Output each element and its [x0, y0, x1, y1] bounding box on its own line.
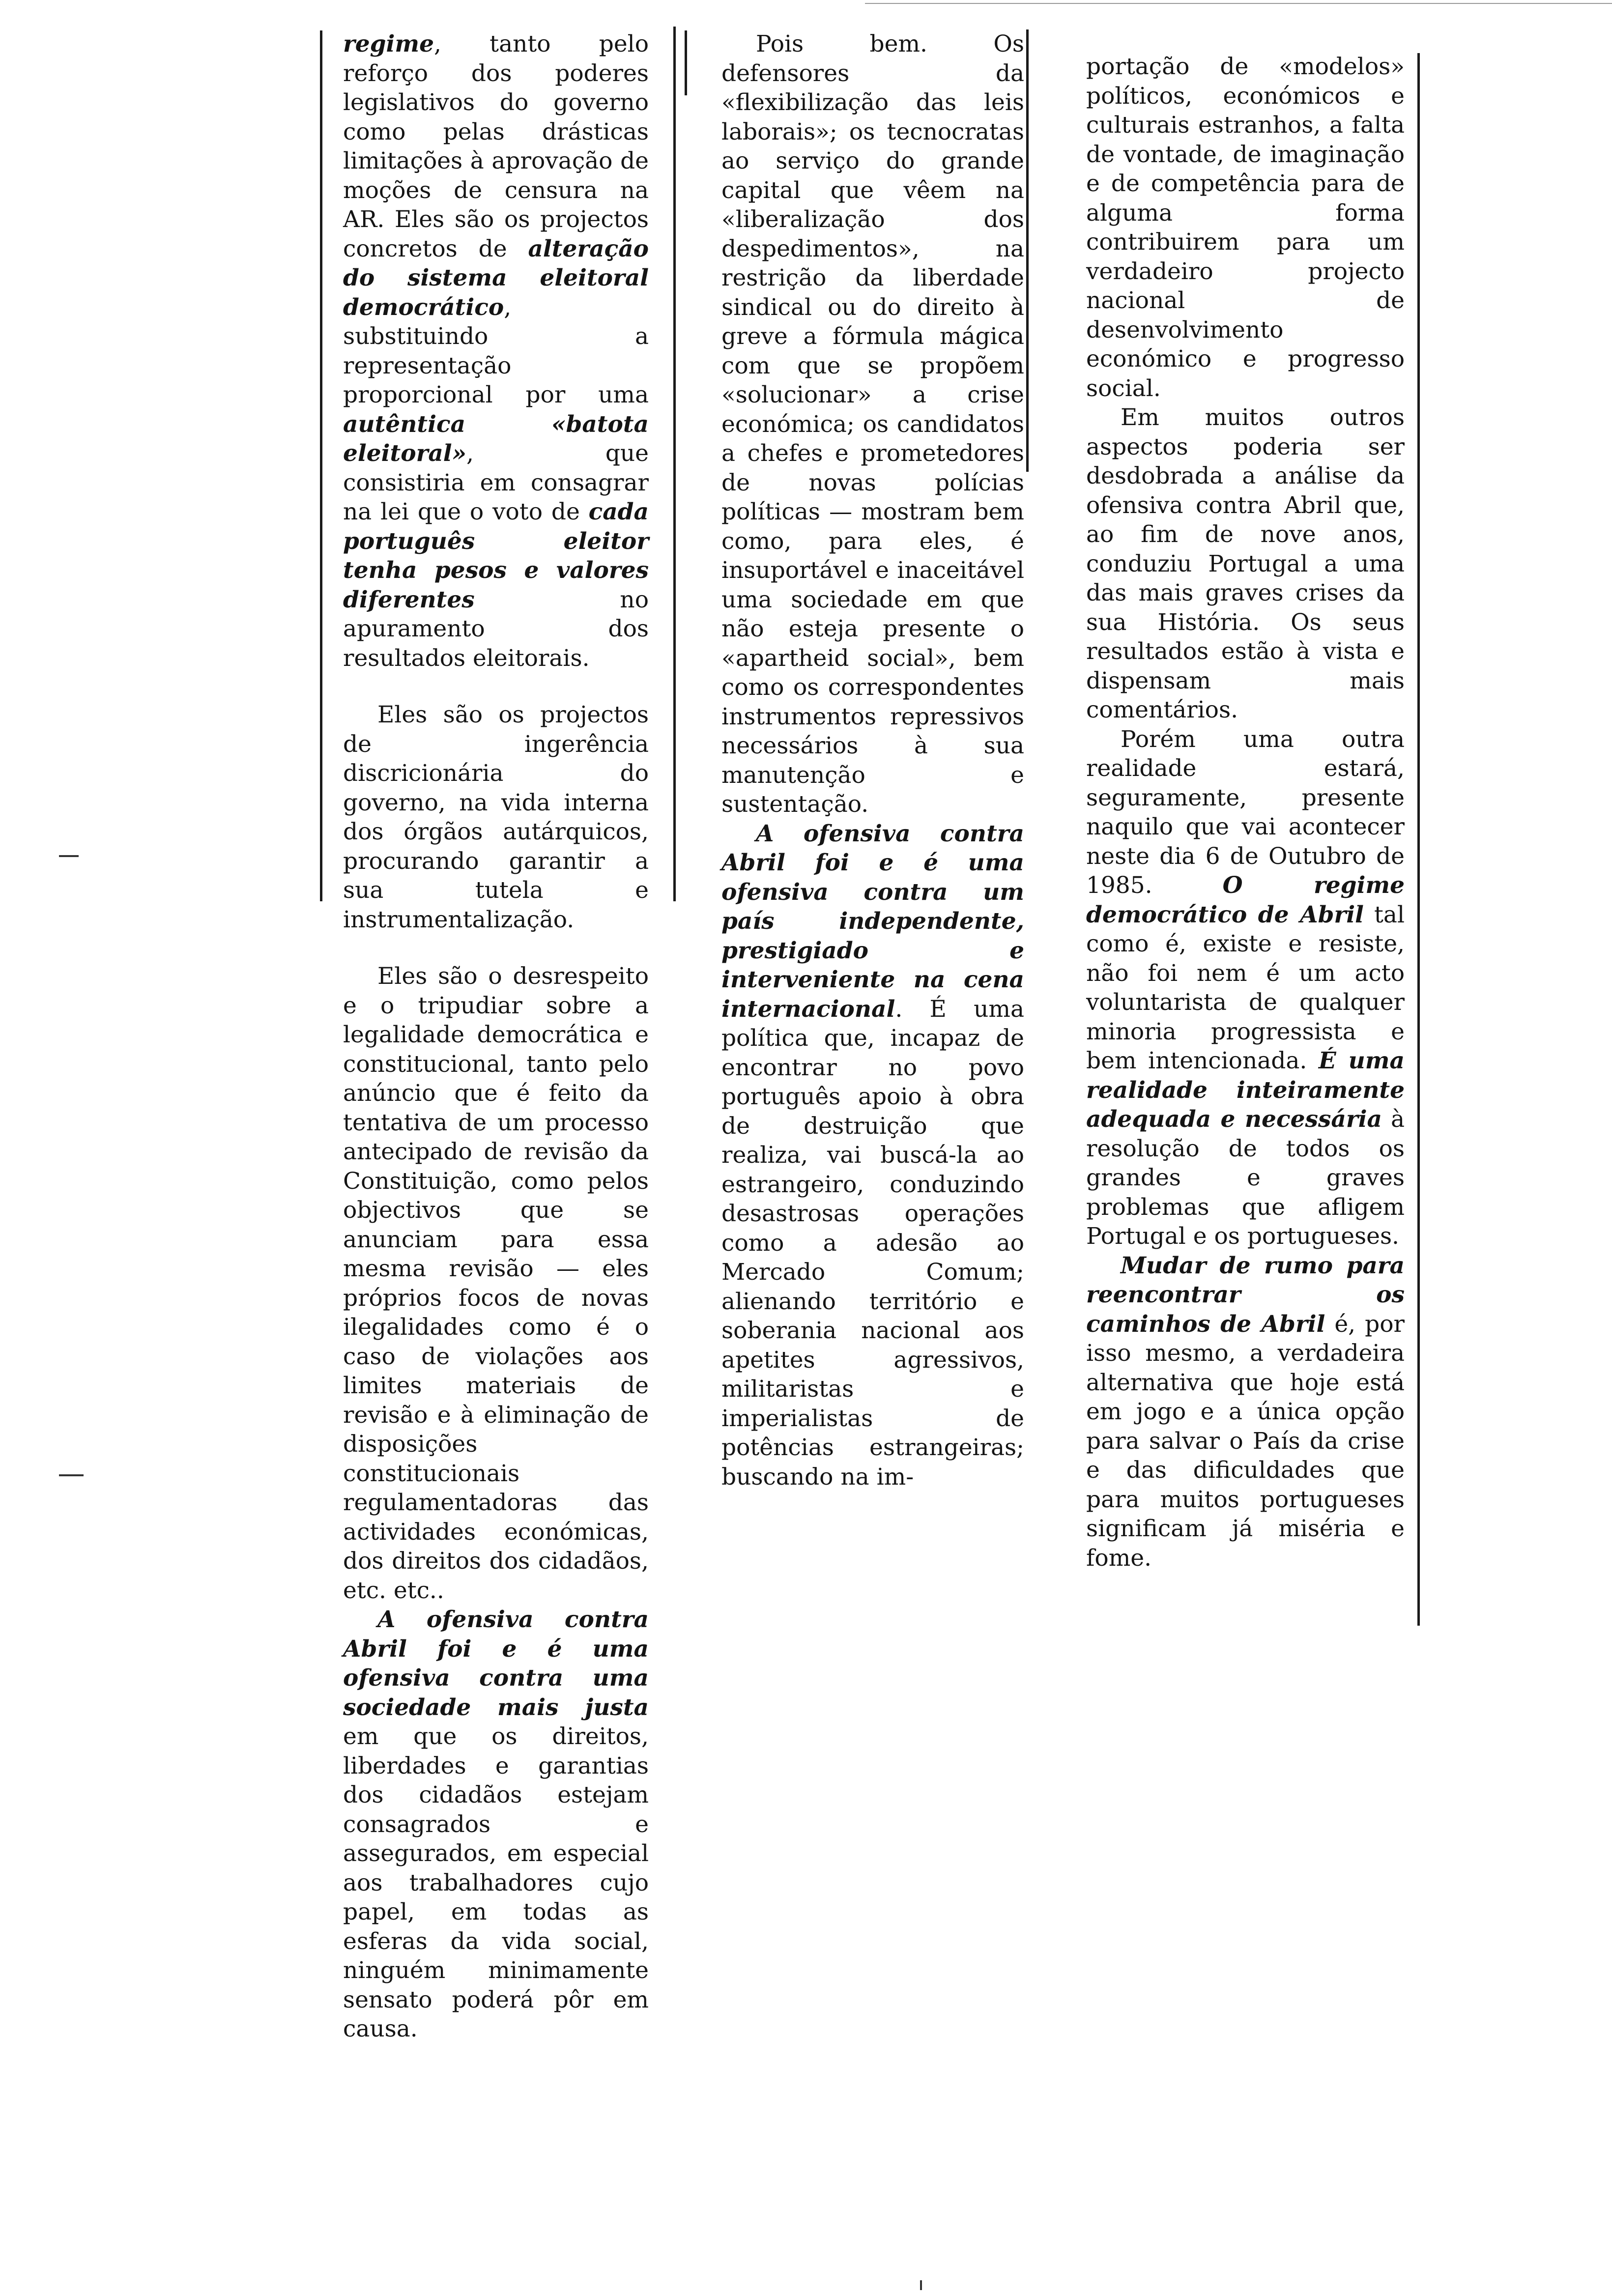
- column-2-paragraph: [721, 819, 1024, 1492]
- scan-speck: [920, 2280, 922, 2290]
- column-1-p1-span-7: cada português eleitor tenha pesos e valores diferentes: [343, 498, 649, 613]
- column-3-p3-span-4: É uma realidade inteiramente adequada e necessária: [1086, 1047, 1405, 1133]
- column-1-p4-span-2: em que os direitos, liberdades e garantias dos cidadãos estejam consagrados e assegurados, em especial aos trabalhadores cujo papel, em todas as esferas da vida social, ninguém minimamente sensato poderá pôr em causa.: [343, 1723, 649, 2042]
- column-2: [721, 29, 1024, 1492]
- column-3-p1-span-1: portação de «modelos» políticos, económicos e culturais estranhos, a falta de vontade, de imaginação e de competência para de alguma forma contribuirem para um verdadeiro projecto nacional de desenvolvimento económico e progresso social.: [1086, 53, 1405, 402]
- column-2-p2-heading: A ofensiva contra Abril foi e é uma ofensiva contra um país independente, prestigiado e interveniente na cena internacional: [721, 820, 1024, 1023]
- column-2-p1-span-1: Pois bem. Os defensores da «flexibilização das leis laborais»; os tecnocratas ao serviço do grande capital que vêem na «liberalização dos despedimentos», na restrição da liberdade sindical ou do direito à greve a fórmula mágica com que se propõem «solucionar» a crise económica; os candidatos a chefes e prometedores de novas polícias políticas — mostram bem como, para eles, é insuportável e inaceitável uma sociedade em que não esteja presente o «apartheid social», bem como os correspondentes instrumentos repressivos necessários à sua manutenção e sustentação.: [721, 30, 1024, 818]
- column-2-p2-span-2: . É uma política que, incapaz de encontrar no povo português apoio à obra de destruição que realiza, vai buscá-la ao estrangeiro, conduzindo desastrosas operações como a adesão ao Mercado Comum; alienando território e soberania nacional aos apetites agressivos, militaristas e imperialistas de potências estrangeiras; buscando na im-: [721, 995, 1024, 1491]
- column-1-p1-span-4: , substituindo a representação proporcional por uma: [343, 293, 649, 408]
- column-1-paragraph: [343, 29, 649, 673]
- column-3-paragraph: [1086, 403, 1405, 725]
- column-1-p1-span-1: regime: [343, 30, 434, 57]
- column-1-p2-span-1: Eles são os projectos de ingerência discricionária do governo, na vida interna dos órgãos autárquicos, procurando garantir a sua tutela e instrumentalização.: [343, 701, 649, 933]
- column-1-p1-span-3: alteração do sistema eleitoral democrático: [343, 235, 649, 321]
- column-rule-middle-a: [673, 27, 676, 901]
- column-3-p3-span-2: O regime democrático de Abril: [1086, 872, 1405, 928]
- column-rule-middle-c: [1026, 29, 1029, 472]
- column-rule-left: [320, 30, 322, 901]
- column-1-p1-span-5: autêntica «batota eleitoral»: [343, 410, 649, 467]
- column-rule-middle-b: [685, 30, 687, 95]
- scan-speck: [59, 1474, 84, 1476]
- column-1-p1-span-2: , tanto pelo reforço dos poderes legislativos do governo como pelas drásticas limitações à aprovação de moções de censura na AR. Eles são os projectos concretos de: [343, 30, 649, 262]
- column-3-p3-span-1: Porém uma outra realidade estará, seguramente, presente naquilo que vai acontecer neste dia 6 de Outubro de 1985.: [1086, 725, 1405, 899]
- column-1-paragraph: [343, 1605, 649, 2044]
- top-border-line: [865, 3, 1612, 4]
- column-3-paragraph: [1086, 725, 1405, 1251]
- column-1: [343, 29, 649, 2044]
- column-1-p3-span-1: Eles são o desrespeito e o tripudiar sobre a legalidade democrática e constitucional, tanto pelo anúncio que é feito da tentativa de um processo antecipado de revisão da Constituição, como pelos objectivos que se anunciam para essa mesma revisão — eles próprios focos de novas ilegalidades como é o caso de violações aos limites materiais de revisão e à eliminação de disposições constitucionais regulamentadoras das actividades económicas, dos direitos dos cidadãos, etc. etc..: [343, 963, 649, 1604]
- column-1-p1-span-6: , que consistiria em consagrar na lei que o voto de: [343, 440, 649, 525]
- column-2-paragraph: [721, 29, 1024, 819]
- column-rule-right: [1417, 53, 1420, 1626]
- column-3-p4-span-2: é, por isso mesmo, a verdadeira alternativa que hoje está em jogo e a única opção para salvar o País da crise e das dificuldades que para muitos portugueses significam já miséria e fome.: [1086, 1310, 1405, 1572]
- column-1-paragraph: [343, 962, 649, 1605]
- column-3: [1086, 52, 1405, 1573]
- column-3-paragraph: [1086, 1251, 1405, 1573]
- column-3-p2-span-1: Em muitos outros aspectos poderia ser desdobrada a análise da ofensiva contra Abril que, ao fim de nove anos, conduziu Portugal a uma das mais graves crises da sua História. Os seus resultados estão à vista e dispensam mais comentários.: [1086, 404, 1405, 723]
- column-3-p3-span-3: tal como é, existe e resiste, não foi nem é um acto voluntarista de qualquer minoria progressista e bem intencionada.: [1086, 901, 1405, 1074]
- column-1-p4-heading: A ofensiva contra Abril foi e é uma ofensiva contra uma sociedade mais justa: [343, 1606, 649, 1721]
- column-3-p3-span-5: à resolução de todos os grandes e graves problemas que afligem Portugal e os portugueses.: [1086, 1106, 1405, 1250]
- column-3-paragraph: [1086, 52, 1405, 403]
- column-3-p4-heading: Mudar de rumo para reencontrar os caminhos de Abril: [1086, 1252, 1405, 1338]
- scan-speck: [59, 855, 79, 857]
- column-1-paragraph: [343, 700, 649, 934]
- column-1-p1-span-8: no apuramento dos resultados eleitorais.: [343, 586, 649, 672]
